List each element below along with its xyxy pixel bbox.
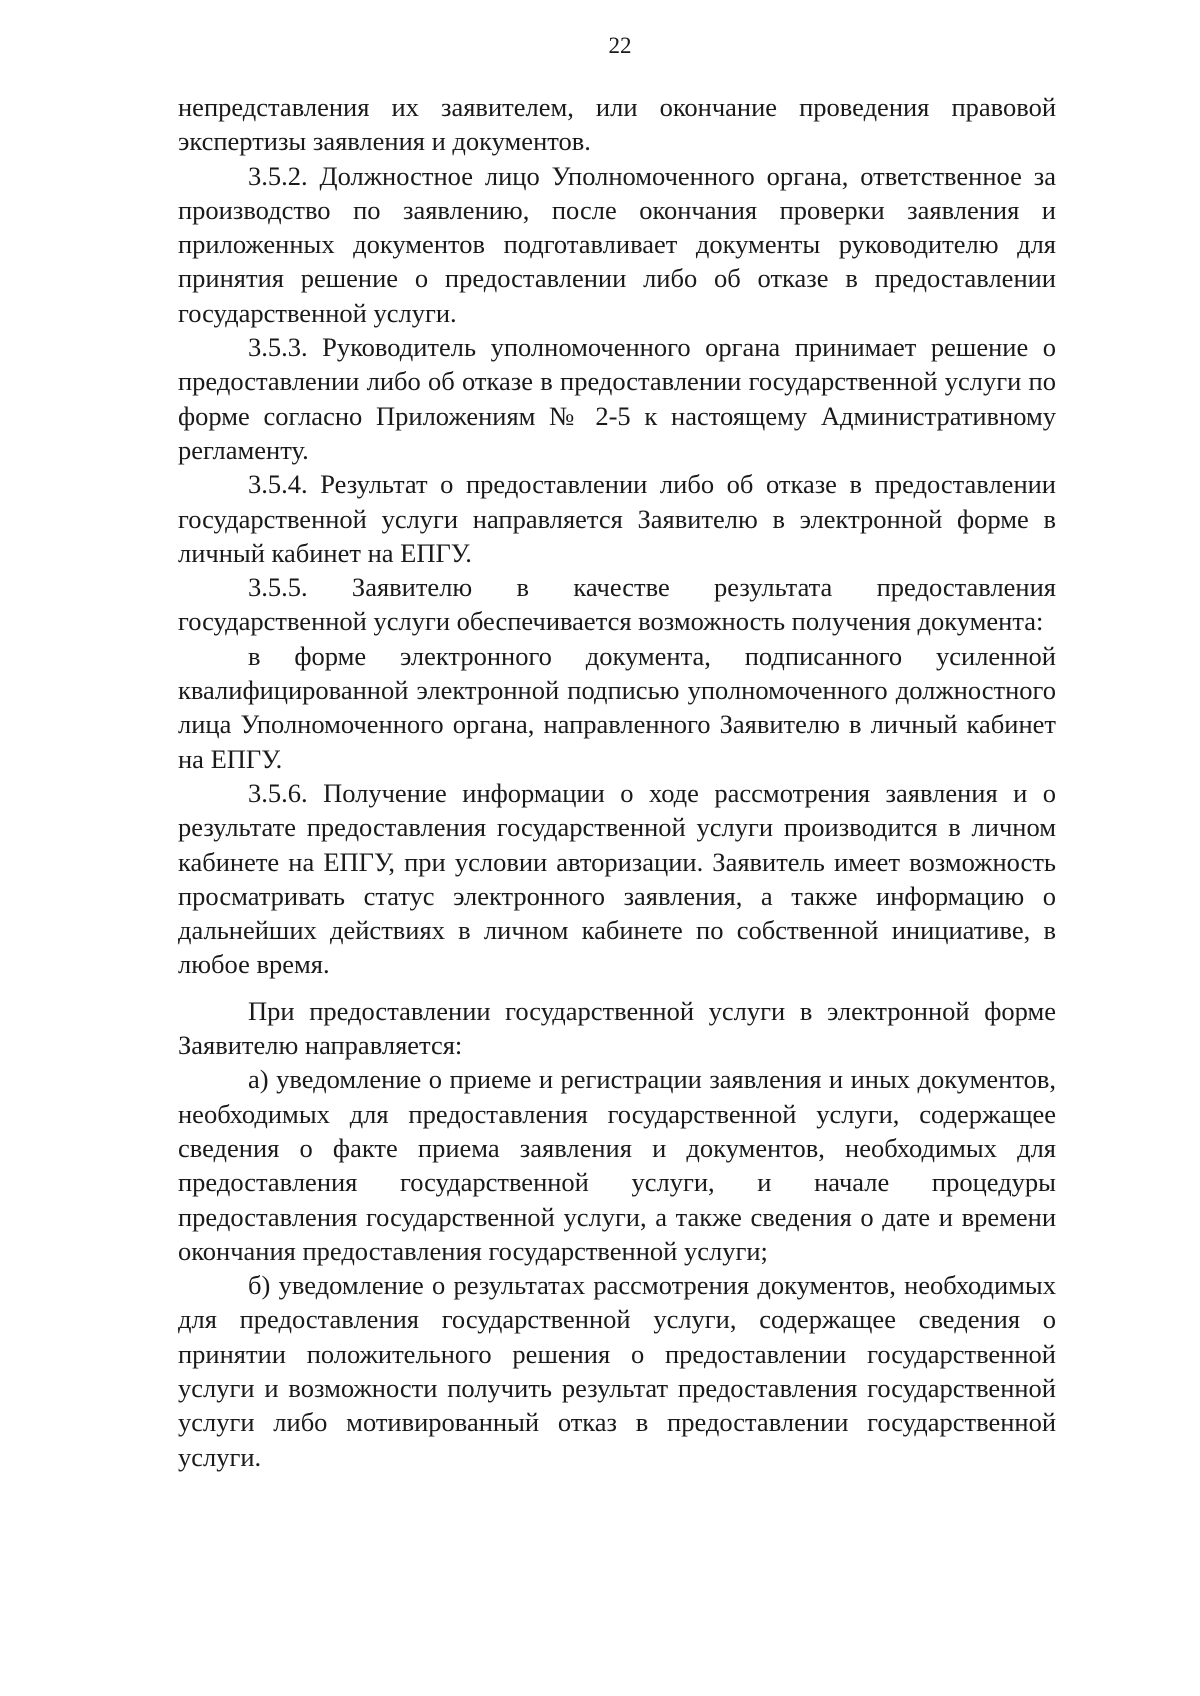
- document-body: [178, 90, 1056, 1474]
- paragraph-3-5-4: 3.5.4. Результат о предоставлении либо об отказе в предоставлении государственной услуги направляется Заявителю в электронной форме в личный кабинет на ЕПГУ.: [178, 469, 1056, 568]
- paragraph-item-a: а) уведомление о приеме и регистрации заявления и иных документов, необходимых для предоставления государственной услуги, содержащее сведения о факте приема заявления и документов, необходимых для предоставления государственной услуги, и начале процедуры предоставления государственной услуги, а также сведения о дате и времени окончания предоставления государственной услуги;: [178, 1064, 1056, 1266]
- paragraph-continuation: непредставления их заявителем, или окончание проведения правовой экспертизы заявления и документов.: [178, 92, 1056, 157]
- paragraph-3-5-2: 3.5.2. Должностное лицо Уполномоченного органа, ответственное за производство по заявлению, после окончания проверки заявления и приложенных документов подготавливает документы руководителю для принятия решение о предоставлении либо об отказе в предоставлении государственной услуги.: [178, 160, 1056, 328]
- paragraph-3-5-3: 3.5.3. Руководитель уполномоченного органа принимает решение о предоставлении либо об отказе в предоставлении государственной услуги по форме согласно Приложениям № 2-5 к настоящему Административному регламенту.: [178, 332, 1056, 465]
- paragraph-item-b: б) уведомление о результатах рассмотрения документов, необходимых для предоставления государственной услуги, содержащее сведения о принятии положительного решения о предоставлении государственной услуги и возможности получить результат предоставления государственной услуги либо мотивированный отказ в предоставлении государственной услуги.: [178, 1270, 1056, 1472]
- paragraph-3-5-6: 3.5.6. Получение информации о ходе рассмотрения заявления и о результате предоставления государственной услуги производится в личном кабинете на ЕПГУ, при условии авторизации. Заявитель имеет возможность просматривать статус электронного заявления, а также информацию о дальнейших действиях в личном кабинете по собственной инициативе, в любое время.: [178, 777, 1056, 980]
- paragraph-3-5-5: 3.5.5. Заявителю в качестве результата предоставления государственной услуги обеспечивается возможность получения документа:: [178, 572, 1056, 637]
- page-number: 22: [608, 33, 632, 58]
- paragraph-electronic-document: в форме электронного документа, подписанного усиленной квалифицированной электронной подписью уполномоченного должностного лица Уполномоченного органа, направленного Заявителю в личный кабинет на ЕПГУ.: [178, 640, 1056, 774]
- paragraph-notifications-intro: При предоставлении государственной услуги в электронной форме Заявителю направляется:: [178, 995, 1056, 1061]
